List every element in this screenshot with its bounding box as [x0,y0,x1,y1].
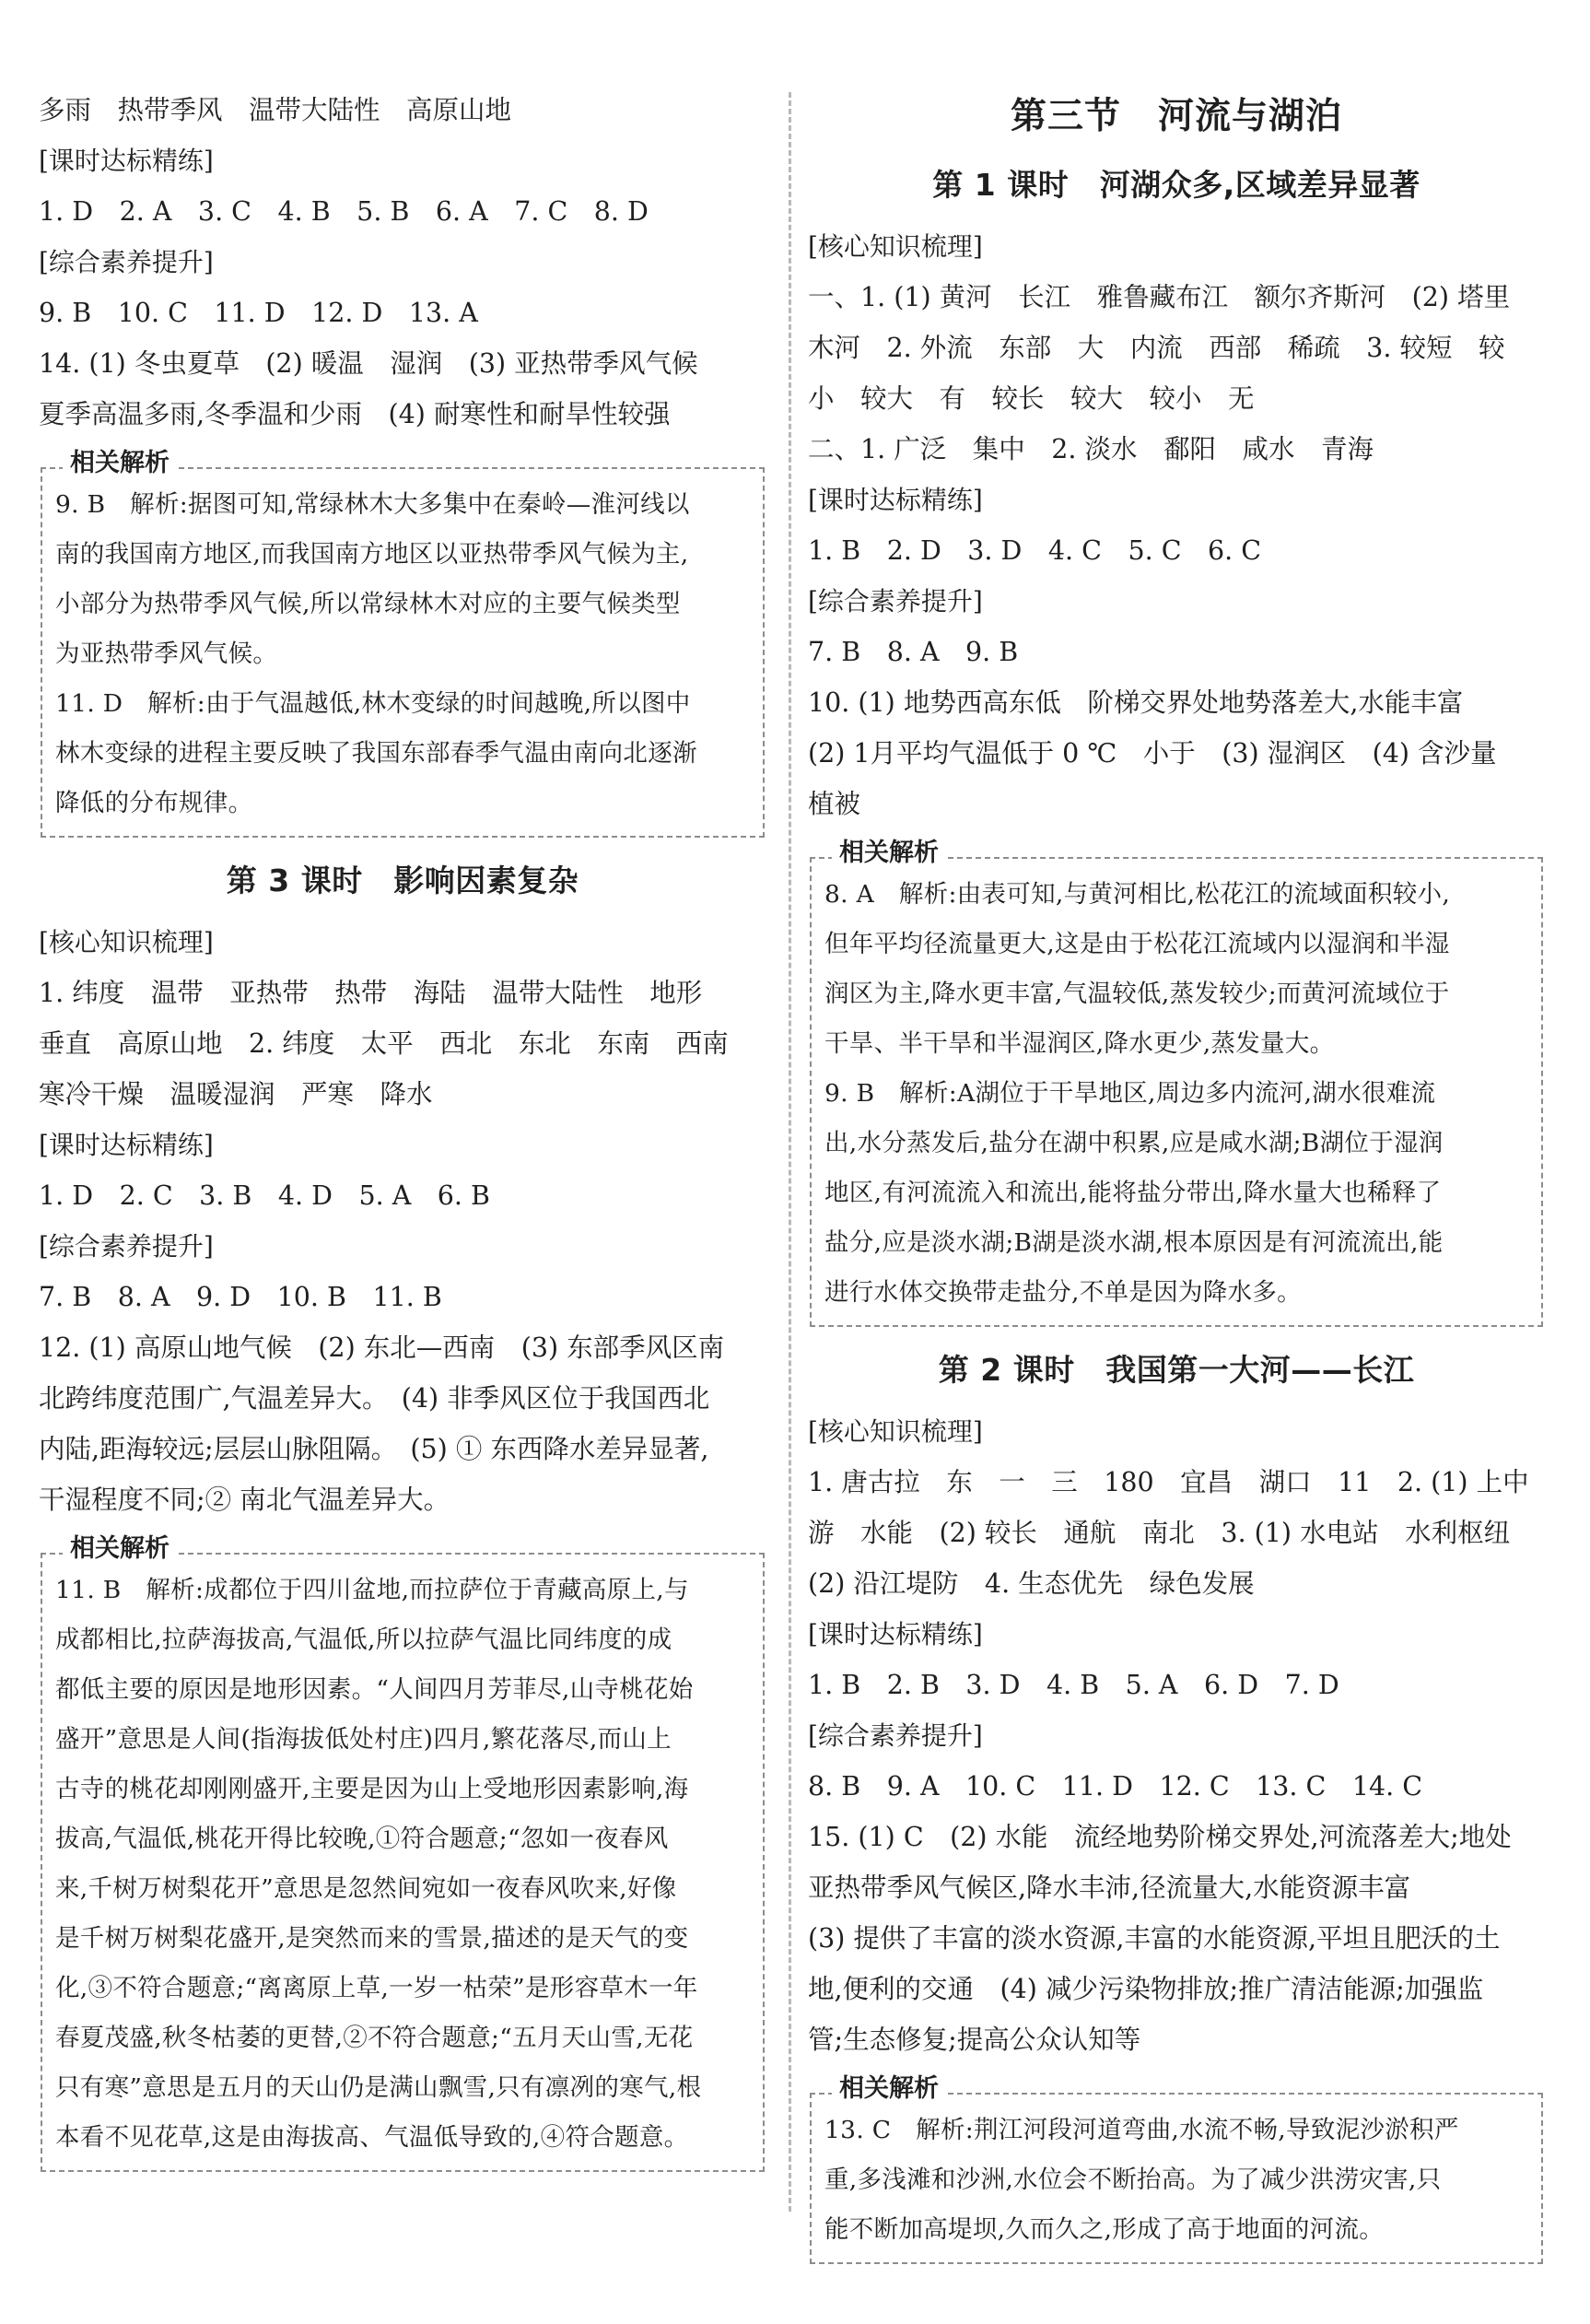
analysis-line: 润区为主,降水更丰富,气温较低,蒸发较少;而黄河流域位于 [824,980,1450,1008]
answer-line: 1. B 2. D 3. D 4. C 5. C 6. C [808,535,1262,566]
analysis-line: 出,水分蒸发后,盐分在湖中积累,应是咸水湖;B湖位于湿润 [824,1129,1444,1157]
analysis-line: 重,多浅滩和沙洲,水位会不断抬高。为了减少洪涝灾害,只 [824,2166,1442,2194]
analysis-line: 拔高,气温低,桃花开得比较晚,①符合题意;“忽如一夜春风 [55,1825,669,1853]
analysis-line: 盛开”意思是人间(指海拔低处村庄)四月,繁花落尽,而山上 [55,1725,672,1754]
answer-line: 1. 纬度 温带 亚热带 热带 海陆 温带大陆性 地形 [39,978,703,1008]
lesson-title: 第 1 课时 河湖众多,区域差异显著 [932,167,1420,203]
analysis-box [41,449,765,838]
analysis-line: 9. B 解析:据图可知,常绿林木大多集中在秦岭—淮河线以 [55,490,690,519]
answer-line: 管;生态修复;提高公众认知等 [808,2025,1141,2055]
analysis-box [810,2074,1543,2264]
answer-line: 寒冷干燥 温暖湿润 严寒 降水 [39,1079,433,1109]
answer-line: 1. D 2. A 3. C 4. B 5. B 6. A 7. C 8. D [39,196,649,227]
answer-line: 地,便利的交通 (4) 减少污染物排放;推广清洁能源;加强监 [808,1974,1484,2004]
answer-line: 9. B 10. C 11. D 12. D 13. A [39,298,478,328]
analysis-line: 本看不见花草,这是由海拔高、气温低导致的,④符合题意。 [55,2123,689,2152]
answer-line: 亚热带季风气候区,降水丰沛,径流量大,水能资源丰富 [808,1872,1411,1903]
analysis-line: 春夏茂盛,秋冬枯萎的更替,②不符合题意;“五月天山雪,无花 [55,2024,694,2052]
analysis-line: 8. A 解析:由表可知,与黄河相比,松花江的流域面积较小, [824,880,1451,909]
intro-line: 多雨 热带季风 温带大陆性 高原山地 [39,95,512,125]
analysis-line: 成都相比,拉萨海拔高,气温低,所以拉萨气温比同纬度的成 [55,1626,672,1654]
analysis-line: 古寺的桃花却刚刚盛开,主要是因为山上受地形因素影响,海 [55,1775,689,1803]
section-label: [综合素养提升] [808,586,983,616]
answer-line: 7. B 8. A 9. B [808,637,1019,667]
answer-line: 垂直 高原山地 2. 纬度 太平 西北 东北 东南 西南 [39,1028,729,1059]
analysis-line: 来,千树万树梨花开”意思是忽然间宛如一夜春风吹来,好像 [55,1874,677,1903]
answer-line: 7. B 8. A 9. D 10. B 11. B [39,1282,442,1312]
answer-line: 10. (1) 地势西高东低 阶梯交界处地势落差大,水能丰富 [808,687,1464,718]
section-label: [课时达标精练] [39,146,214,176]
answer-line: 北跨纬度范围广,气温差异大。 (4) 非季风区位于我国西北 [39,1383,710,1414]
analysis-line: 9. B 解析:A湖位于干旱地区,周边多内流河,湖水很难流 [824,1079,1436,1108]
section-label: [综合素养提升] [39,247,214,277]
answer-line: 1. D 2. C 3. B 4. D 5. A 6. B [39,1180,490,1211]
answer-line: 二、1. 广泛 集中 2. 淡水 鄱阳 咸水 青海 [808,434,1374,464]
analysis-line: 只有寒”意思是五月的天山仍是满山飘雪,只有凛冽的寒气,根 [55,2073,702,2102]
section-label: [课时达标精练] [39,1130,214,1160]
answer-line: 干湿程度不同;② 南北气温差异大。 [39,1485,450,1515]
analysis-title: 相关解析 [63,1531,177,1567]
analysis-line: 地区,有河流流入和流出,能将盐分带出,降水量大也稀释了 [824,1179,1442,1207]
analysis-line: 11. B 解析:成都位于四川盆地,而拉萨位于青藏高原上,与 [55,1576,689,1604]
answer-line: 15. (1) C (2) 水能 流经地势阶梯交界处,河流落差大;地处 [808,1822,1512,1852]
answer-line: 夏季高温多雨,冬季温和少雨 (4) 耐寒性和耐旱性较强 [39,399,671,429]
analysis-line: 为亚热带季风气候。 [55,640,278,668]
analysis-line: 11. D 解析:由于气温越低,林木变绿的时间越晚,所以图中 [55,689,691,718]
analysis-line: 小部分为热带季风气候,所以常绿林木对应的主要气候类型 [55,590,681,618]
right-column [808,81,1545,2277]
analysis-line: 但年平均径流量更大,这是由于松花江流域内以湿润和半湿 [824,930,1450,958]
analysis-title: 相关解析 [832,835,946,872]
answer-line: 1. 唐古拉 东 一 三 180 宜昌 湖口 11 2. (1) 上中 [808,1467,1529,1497]
analysis-line: 干旱、半干旱和半湿润区,降水更少,蒸发量大。 [824,1029,1335,1058]
left-column [39,85,766,2185]
analysis-box [810,839,1543,1327]
answer-line: 一、1. (1) 黄河 长江 雅鲁藏布江 额尔齐斯河 (2) 塔里 [808,282,1511,312]
analysis-line: 化,③不符合题意;“离离原上草,一岁一枯荣”是形容草木一年 [55,1974,698,2002]
answer-line: (2) 1月平均气温低于 0 ℃ 小于 (3) 湿润区 (4) 含沙量 [808,738,1497,769]
section-label: [核心知识梳理] [39,927,214,957]
answer-line: 木河 2. 外流 东部 大 内流 西部 稀疏 3. 较短 较 [808,333,1505,363]
lesson-title: 第 3 课时 影响因素复杂 [226,863,579,898]
analysis-box [41,1534,765,2172]
analysis-line: 降低的分布规律。 [55,789,253,817]
analysis-title: 相关解析 [832,2071,946,2107]
analysis-line: 南的我国南方地区,而我国南方地区以亚热带季风气候为主, [55,540,689,569]
analysis-title: 相关解析 [63,445,177,482]
answer-line: 内陆,距海较远;层层山脉阻隔。 (5) ① 东西降水差异显著, [39,1434,709,1464]
answer-line: (2) 沿江堤防 4. 生态优先 绿色发展 [808,1568,1255,1599]
section-label: [核心知识梳理] [808,1416,983,1447]
section-label: [课时达标精练] [808,1619,983,1649]
section-title: 第三节 河流与湖泊 [1010,96,1342,137]
analysis-line: 盐分,应是淡水湖;B湖是淡水湖,根本原因是有河流流出,能 [824,1228,1444,1257]
section-label: [综合素养提升] [39,1231,214,1262]
section-label: [课时达标精练] [808,485,983,515]
analysis-line: 能不断加高堤坝,久而久之,形成了高于地面的河流。 [824,2215,1385,2244]
answer-line: 游 水能 (2) 较长 通航 南北 3. (1) 水电站 水利枢纽 [808,1518,1511,1548]
analysis-line: 都低主要的原因是地形因素。“人间四月芳菲尽,山寺桃花始 [55,1675,694,1704]
analysis-line: 林木变绿的进程主要反映了我国东部春季气温由南向北逐渐 [55,739,697,768]
section-label: [核心知识梳理] [808,231,983,262]
column-divider [789,92,791,2212]
analysis-line: 是千树万树梨花盛开,是突然而来的雪景,描述的是天气的变 [55,1924,689,1953]
answer-line: 8. B 9. A 10. C 11. D 12. C 13. C 14. C [808,1771,1423,1802]
answer-line: 14. (1) 冬虫夏草 (2) 暖温 湿润 (3) 亚热带季风气候 [39,348,698,379]
answer-line: 植被 [808,789,861,819]
section-label: [综合素养提升] [808,1720,983,1751]
lesson-title: 第 2 课时 我国第一大河——长江 [938,1352,1415,1388]
answer-line: 小 较大 有 较长 较大 较小 无 [808,383,1255,414]
analysis-line: 进行水体交换带走盐分,不单是因为降水多。 [824,1278,1302,1307]
answer-line: 12. (1) 高原山地气候 (2) 东北—西南 (3) 东部季风区南 [39,1332,725,1363]
answer-line: 1. B 2. B 3. D 4. B 5. A 6. D 7. D [808,1670,1339,1700]
analysis-line: 13. C 解析:荆江河段河道弯曲,水流不畅,导致泥沙淤积严 [824,2116,1459,2144]
answer-line: (3) 提供了丰富的淡水资源,丰富的水能资源,平坦且肥沃的土 [808,1923,1501,1954]
